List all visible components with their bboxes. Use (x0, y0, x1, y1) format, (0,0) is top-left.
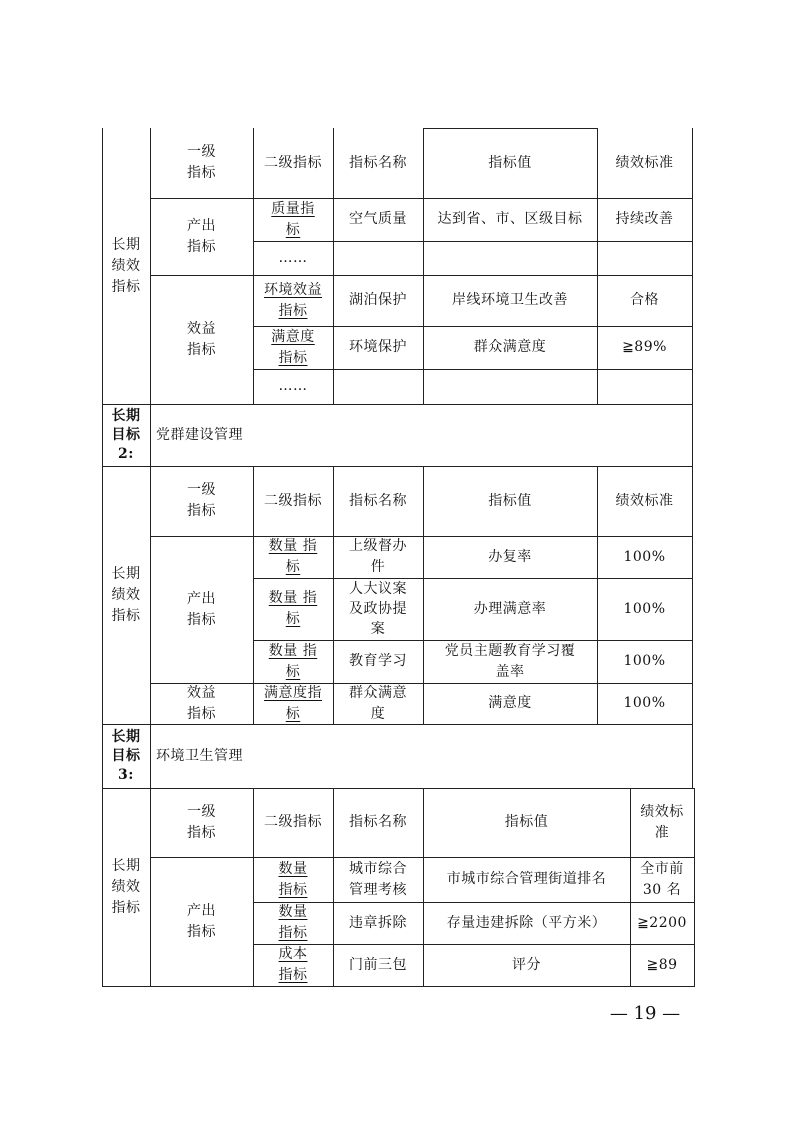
table-cell (423, 369, 597, 404)
table-cell: 空气质量 (349, 211, 407, 227)
table-cell: 办复率 (488, 548, 532, 565)
table-cell: 数量 指 标 (268, 538, 318, 575)
table-cell: 100% (623, 548, 666, 565)
table-cell: 质量指 标 (271, 200, 315, 238)
table-cell (333, 241, 423, 275)
table-cell: 成本 指标 (278, 946, 308, 983)
output-indicator-label: 产出 指标 (187, 590, 216, 628)
table-cell: 数量 指 标 (268, 642, 318, 680)
table-cell: ≧89% (622, 339, 667, 355)
table-cell: …… (278, 249, 308, 266)
table-cell: 数量 指标 (278, 904, 308, 941)
table-cell: 满意度指 标 (264, 684, 322, 722)
long-term-indicator-label: 长期 绩效 指标 (111, 565, 141, 624)
table-cell: 评分 (512, 956, 541, 973)
table-cell (597, 241, 692, 275)
table-cell (597, 369, 692, 404)
table-cell: 群众满意 度 (349, 684, 407, 722)
table-cell: 人大议案 及政协提 案 (349, 581, 407, 637)
table-cell: 满意度 (488, 695, 532, 711)
table-cell: 市城市综合管理街道排名 (446, 871, 607, 887)
header-level2: 二级指标 (264, 154, 322, 171)
goal-label: 长期 目标 2: (111, 407, 141, 462)
table-cell: 满意度 指标 (271, 328, 315, 366)
header-level1: 一级 指标 (187, 144, 216, 181)
header-value: 指标值 (488, 154, 532, 171)
table-cell: 100% (623, 695, 666, 711)
goal-title: 环境卫生管理 (156, 747, 243, 764)
table-cell: 达到省、市、区级目标 (437, 211, 583, 227)
table-cell: 上级督办 件 (349, 538, 407, 575)
header-standard: 绩效标准 (615, 154, 674, 171)
goal-label: 长期 目标 3: (111, 728, 141, 783)
table-cell: 数量 指 标 (268, 590, 318, 627)
table-cell: 违章拆除 (349, 914, 407, 931)
table-cell: 100% (623, 600, 666, 617)
table-cell: 环境效益 指标 (264, 281, 322, 319)
table-cell: 合格 (630, 292, 659, 308)
table-cell (333, 369, 423, 404)
long-term-indicator-label: 长期 绩效 指标 (111, 236, 141, 295)
table-cell: ≧2200 (637, 914, 687, 931)
table-cell: …… (278, 378, 308, 394)
benefit-indicator-label: 效益 指标 (187, 684, 216, 722)
table-cell: 群众满意度 (473, 339, 547, 355)
header-level2: 二级指标 (264, 492, 322, 509)
header-standard: 绩效标 准 (640, 803, 684, 841)
output-indicator-label: 产出 指标 (187, 217, 216, 255)
header-value: 指标值 (504, 814, 549, 830)
header-level1: 一级 指标 (187, 482, 216, 519)
table-cell: 党员主题教育学习覆 盖率 (444, 642, 576, 680)
table-cell: 全市前 30 名 (640, 860, 684, 898)
table-cell: ≧89 (646, 956, 678, 973)
table-cell: 数量 指标 (278, 860, 308, 898)
table-cell: 门前三包 (349, 956, 407, 973)
header-level2: 二级指标 (264, 814, 322, 830)
table-cell: 环境保护 (349, 339, 407, 355)
table-cell: 100% (623, 653, 666, 669)
goal-title: 党群建设管理 (156, 426, 243, 443)
table-cell: 城市综合 管理考核 (349, 860, 407, 898)
output-indicator-label: 产出 指标 (187, 902, 216, 940)
header-value: 指标值 (488, 492, 532, 509)
table-cell: 教育学习 (349, 653, 407, 669)
header-name: 指标名称 (349, 814, 407, 830)
table-cell: 持续改善 (615, 211, 674, 227)
page-number: — 19 — (609, 1002, 681, 1024)
benefit-indicator-label: 效益 指标 (187, 320, 216, 358)
table-cell: 存量违建拆除（平方米） (446, 914, 607, 931)
long-term-indicator-label: 长期 绩效 指标 (111, 857, 141, 916)
table-cell: 岸线环境卫生改善 (452, 292, 568, 308)
table-cell: 办理满意率 (473, 600, 547, 617)
header-name: 指标名称 (349, 154, 407, 171)
table-cell (423, 241, 597, 275)
header-level1: 一级 指标 (187, 803, 216, 841)
header-name: 指标名称 (349, 492, 407, 509)
table-cell: 湖泊保护 (349, 292, 407, 308)
header-standard: 绩效标准 (615, 492, 674, 509)
